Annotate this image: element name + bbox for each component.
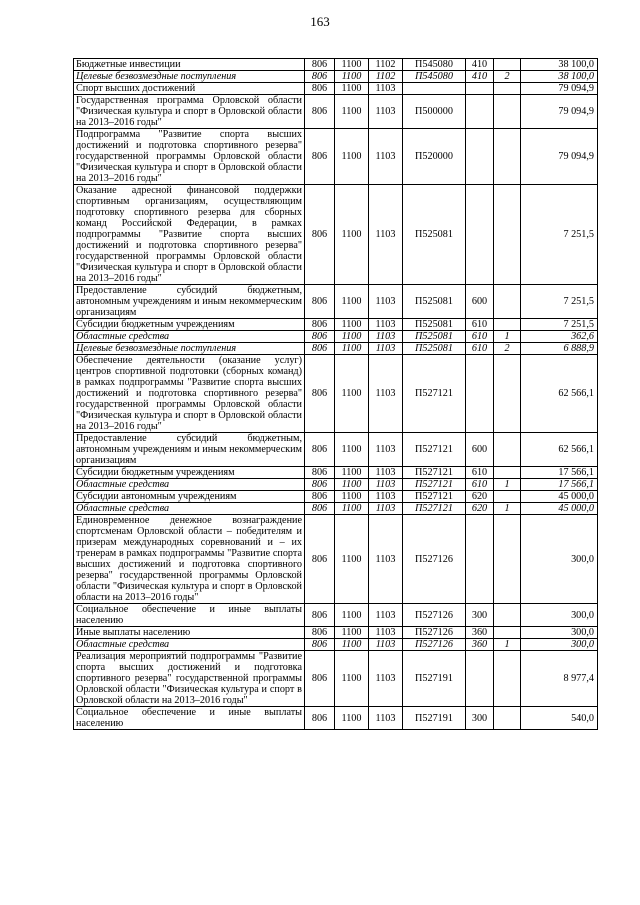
row-funding-source-code — [494, 467, 521, 479]
row-section-code: 1100 — [335, 355, 369, 433]
row-section-code: 1100 — [335, 627, 369, 639]
row-expense-type-code: 300 — [466, 604, 494, 627]
table-row — [74, 331, 598, 343]
table-row — [74, 355, 598, 433]
row-name: Субсидии автономным учреждениям — [74, 491, 305, 503]
row-section-code: 1100 — [335, 95, 369, 129]
row-target-article-code: П525081 — [403, 319, 466, 331]
row-funding-source-code — [494, 319, 521, 331]
row-expense-type-code — [466, 95, 494, 129]
table-row — [74, 185, 598, 285]
row-subsection-code: 1103 — [369, 331, 403, 343]
row-subsection-code: 1103 — [369, 707, 403, 730]
row-section-code: 1100 — [335, 467, 369, 479]
row-expense-type-code: 300 — [466, 707, 494, 730]
row-target-article-code: П527121 — [403, 355, 466, 433]
row-expense-type-code — [466, 83, 494, 95]
table-row — [74, 285, 598, 319]
row-expense-type-code — [466, 355, 494, 433]
row-target-article-code: П545080 — [403, 71, 466, 83]
row-name: Оказание адресной финансовой поддержки спортивным организациям, осуществляющим подготовку спортивного резерва для сборных команд Российской Федерации, в рамках подпрограммы "Развитие спорта высших достижений и подготовка спортивного резерва" государственной программы Орловской области "Физическая культура и спорт в Орловской области на 2013–2016 годы" — [74, 185, 305, 285]
row-grbs-code: 806 — [305, 707, 335, 730]
row-funding-source-code — [494, 651, 521, 707]
table-row — [74, 651, 598, 707]
row-expense-type-code — [466, 515, 494, 604]
table-row — [74, 479, 598, 491]
row-funding-source-code — [494, 59, 521, 71]
row-target-article-code: П527121 — [403, 479, 466, 491]
row-expense-type-code — [466, 129, 494, 185]
table-row — [74, 95, 598, 129]
row-amount: 62 566,1 — [521, 433, 598, 467]
row-funding-source-code — [494, 627, 521, 639]
row-target-article-code — [403, 83, 466, 95]
row-grbs-code: 806 — [305, 467, 335, 479]
row-section-code: 1100 — [335, 319, 369, 331]
row-amount: 79 094,9 — [521, 83, 598, 95]
row-name: Государственная программа Орловской области "Физическая культура и спорт в Орловской области на 2013–2016 годы" — [74, 95, 305, 129]
row-name: Субсидии бюджетным учреждениям — [74, 467, 305, 479]
row-subsection-code: 1103 — [369, 355, 403, 433]
table-row — [74, 83, 598, 95]
row-amount: 38 100,0 — [521, 59, 598, 71]
row-name: Целевые безвозмездные поступления — [74, 343, 305, 355]
row-grbs-code: 806 — [305, 59, 335, 71]
row-subsection-code: 1103 — [369, 185, 403, 285]
row-target-article-code: П525081 — [403, 331, 466, 343]
row-expense-type-code: 360 — [466, 639, 494, 651]
row-name: Целевые безвозмездные поступления — [74, 71, 305, 83]
table-row — [74, 707, 598, 730]
row-subsection-code: 1103 — [369, 491, 403, 503]
row-section-code: 1100 — [335, 185, 369, 285]
row-target-article-code: П527126 — [403, 639, 466, 651]
table-row — [74, 604, 598, 627]
row-amount: 8 977,4 — [521, 651, 598, 707]
row-section-code: 1100 — [335, 639, 369, 651]
row-name: Областные средства — [74, 479, 305, 491]
row-grbs-code: 806 — [305, 491, 335, 503]
row-funding-source-code — [494, 185, 521, 285]
row-subsection-code: 1103 — [369, 479, 403, 491]
row-name: Социальное обеспечение и иные выплаты населению — [74, 707, 305, 730]
row-grbs-code: 806 — [305, 627, 335, 639]
row-subsection-code: 1103 — [369, 627, 403, 639]
row-target-article-code: П527121 — [403, 503, 466, 515]
row-name: Областные средства — [74, 331, 305, 343]
row-subsection-code: 1103 — [369, 639, 403, 651]
row-expense-type-code: 610 — [466, 467, 494, 479]
row-amount: 62 566,1 — [521, 355, 598, 433]
row-grbs-code: 806 — [305, 355, 335, 433]
row-expense-type-code: 610 — [466, 331, 494, 343]
row-amount: 79 094,9 — [521, 95, 598, 129]
row-expense-type-code — [466, 185, 494, 285]
row-funding-source-code — [494, 707, 521, 730]
row-amount: 17 566,1 — [521, 479, 598, 491]
row-name: Предоставление субсидий бюджетным, автономным учреждениям и иным некоммерческим организациям — [74, 433, 305, 467]
row-name: Единовременное денежное вознаграждение спортсменам Орловской области – победителям и призерам международных соревнований и – их тренерам в рамках подпрограммы "Развитие спорта высших достижений и подготовка спортивного резерва" государственной программы Орловской области "Физическая культура и спорт в Орловской области на 2013–2016 годы" — [74, 515, 305, 604]
row-grbs-code: 806 — [305, 285, 335, 319]
table-row — [74, 343, 598, 355]
row-amount: 300,0 — [521, 639, 598, 651]
row-subsection-code: 1103 — [369, 129, 403, 185]
row-funding-source-code — [494, 355, 521, 433]
row-amount: 300,0 — [521, 627, 598, 639]
row-funding-source-code: 1 — [494, 479, 521, 491]
table-row — [74, 627, 598, 639]
row-name: Субсидии бюджетным учреждениям — [74, 319, 305, 331]
table-row — [74, 319, 598, 331]
row-target-article-code: П525081 — [403, 185, 466, 285]
row-amount: 362,6 — [521, 331, 598, 343]
row-section-code: 1100 — [335, 491, 369, 503]
row-funding-source-code: 2 — [494, 71, 521, 83]
row-section-code: 1100 — [335, 433, 369, 467]
row-amount: 7 251,5 — [521, 185, 598, 285]
row-section-code: 1100 — [335, 651, 369, 707]
table-row — [74, 433, 598, 467]
row-section-code: 1100 — [335, 331, 369, 343]
table-row — [74, 71, 598, 83]
row-target-article-code: П527191 — [403, 707, 466, 730]
row-section-code: 1100 — [335, 83, 369, 95]
table-row — [74, 129, 598, 185]
row-expense-type-code: 360 — [466, 627, 494, 639]
row-grbs-code: 806 — [305, 83, 335, 95]
row-grbs-code: 806 — [305, 71, 335, 83]
row-subsection-code: 1102 — [369, 59, 403, 71]
row-target-article-code: П527121 — [403, 467, 466, 479]
row-funding-source-code — [494, 83, 521, 95]
row-grbs-code: 806 — [305, 331, 335, 343]
row-grbs-code: 806 — [305, 604, 335, 627]
row-subsection-code: 1103 — [369, 433, 403, 467]
row-amount: 79 094,9 — [521, 129, 598, 185]
table-row — [74, 503, 598, 515]
row-grbs-code: 806 — [305, 433, 335, 467]
row-name: Областные средства — [74, 503, 305, 515]
row-amount: 7 251,5 — [521, 319, 598, 331]
row-section-code: 1100 — [335, 71, 369, 83]
table-row — [74, 491, 598, 503]
row-subsection-code: 1103 — [369, 604, 403, 627]
row-section-code: 1100 — [335, 343, 369, 355]
row-target-article-code: П525081 — [403, 285, 466, 319]
row-subsection-code: 1103 — [369, 83, 403, 95]
row-funding-source-code — [494, 95, 521, 129]
row-expense-type-code: 610 — [466, 479, 494, 491]
row-amount: 17 566,1 — [521, 467, 598, 479]
row-grbs-code: 806 — [305, 319, 335, 331]
row-grbs-code: 806 — [305, 129, 335, 185]
row-target-article-code: П527121 — [403, 491, 466, 503]
row-amount: 7 251,5 — [521, 285, 598, 319]
table-row — [74, 467, 598, 479]
row-target-article-code: П525081 — [403, 343, 466, 355]
budget-table-body — [74, 59, 598, 730]
row-target-article-code: П527126 — [403, 515, 466, 604]
table-row — [74, 639, 598, 651]
row-expense-type-code: 620 — [466, 491, 494, 503]
row-funding-source-code — [494, 604, 521, 627]
budget-table — [73, 58, 598, 730]
row-funding-source-code — [494, 515, 521, 604]
row-name: Подпрограмма "Развитие спорта высших достижений и подготовка спортивного резерва" государственной программы Орловской области "Физическая культура и спорт в Орловской области на 2013–2016 годы" — [74, 129, 305, 185]
row-subsection-code: 1103 — [369, 467, 403, 479]
row-target-article-code: П520000 — [403, 129, 466, 185]
row-subsection-code: 1103 — [369, 515, 403, 604]
row-grbs-code: 806 — [305, 651, 335, 707]
row-expense-type-code — [466, 651, 494, 707]
row-subsection-code: 1103 — [369, 319, 403, 331]
row-grbs-code: 806 — [305, 503, 335, 515]
row-grbs-code: 806 — [305, 343, 335, 355]
row-name: Бюджетные инвестиции — [74, 59, 305, 71]
row-expense-type-code: 600 — [466, 433, 494, 467]
row-section-code: 1100 — [335, 59, 369, 71]
row-amount: 300,0 — [521, 515, 598, 604]
row-section-code: 1100 — [335, 515, 369, 604]
row-grbs-code: 806 — [305, 515, 335, 604]
row-grbs-code: 806 — [305, 479, 335, 491]
row-expense-type-code: 610 — [466, 343, 494, 355]
row-grbs-code: 806 — [305, 95, 335, 129]
row-funding-source-code — [494, 129, 521, 185]
row-name: Областные средства — [74, 639, 305, 651]
row-funding-source-code: 2 — [494, 343, 521, 355]
row-amount: 38 100,0 — [521, 71, 598, 83]
row-grbs-code: 806 — [305, 639, 335, 651]
row-funding-source-code — [494, 491, 521, 503]
row-expense-type-code: 600 — [466, 285, 494, 319]
row-target-article-code: П527126 — [403, 604, 466, 627]
row-amount: 6 888,9 — [521, 343, 598, 355]
row-section-code: 1100 — [335, 707, 369, 730]
row-subsection-code: 1103 — [369, 95, 403, 129]
row-section-code: 1100 — [335, 604, 369, 627]
table-row — [74, 59, 598, 71]
row-name: Реализация мероприятий подпрограммы "Развитие спорта высших достижений и подготовка спортивного резерва" государственной программы Орловской области "Физическая культура и спорт в Орловской области на 2013–2016 годы" — [74, 651, 305, 707]
row-subsection-code: 1103 — [369, 343, 403, 355]
row-amount: 540,0 — [521, 707, 598, 730]
row-expense-type-code: 410 — [466, 59, 494, 71]
row-amount: 45 000,0 — [521, 503, 598, 515]
row-funding-source-code — [494, 433, 521, 467]
row-funding-source-code: 1 — [494, 503, 521, 515]
row-name: Предоставление субсидий бюджетным, автономным учреждениям и иным некоммерческим организациям — [74, 285, 305, 319]
row-section-code: 1100 — [335, 129, 369, 185]
row-subsection-code: 1103 — [369, 503, 403, 515]
row-amount: 45 000,0 — [521, 491, 598, 503]
row-expense-type-code: 410 — [466, 71, 494, 83]
row-name: Обеспечение деятельности (оказание услуг) центров спортивной подготовки (сборных команд) в рамках подпрограммы "Развитие спорта высших достижений и подготовка спортивного резерва" государственной программы Орловской области "Физическая культура и спорт в Орловской области на 2013–2016 годы" — [74, 355, 305, 433]
row-section-code: 1100 — [335, 479, 369, 491]
row-section-code: 1100 — [335, 285, 369, 319]
page-number: 163 — [310, 14, 330, 29]
row-target-article-code: П500000 — [403, 95, 466, 129]
row-funding-source-code: 1 — [494, 639, 521, 651]
row-expense-type-code: 620 — [466, 503, 494, 515]
row-name: Иные выплаты населению — [74, 627, 305, 639]
row-target-article-code: П545080 — [403, 59, 466, 71]
row-grbs-code: 806 — [305, 185, 335, 285]
row-section-code: 1100 — [335, 503, 369, 515]
row-subsection-code: 1102 — [369, 71, 403, 83]
row-expense-type-code: 610 — [466, 319, 494, 331]
row-amount: 300,0 — [521, 604, 598, 627]
table-row — [74, 515, 598, 604]
row-target-article-code: П527126 — [403, 627, 466, 639]
row-target-article-code: П527191 — [403, 651, 466, 707]
row-subsection-code: 1103 — [369, 651, 403, 707]
row-funding-source-code: 1 — [494, 331, 521, 343]
row-subsection-code: 1103 — [369, 285, 403, 319]
row-name: Спорт высших достижений — [74, 83, 305, 95]
row-target-article-code: П527121 — [403, 433, 466, 467]
row-funding-source-code — [494, 285, 521, 319]
row-name: Социальное обеспечение и иные выплаты населению — [74, 604, 305, 627]
